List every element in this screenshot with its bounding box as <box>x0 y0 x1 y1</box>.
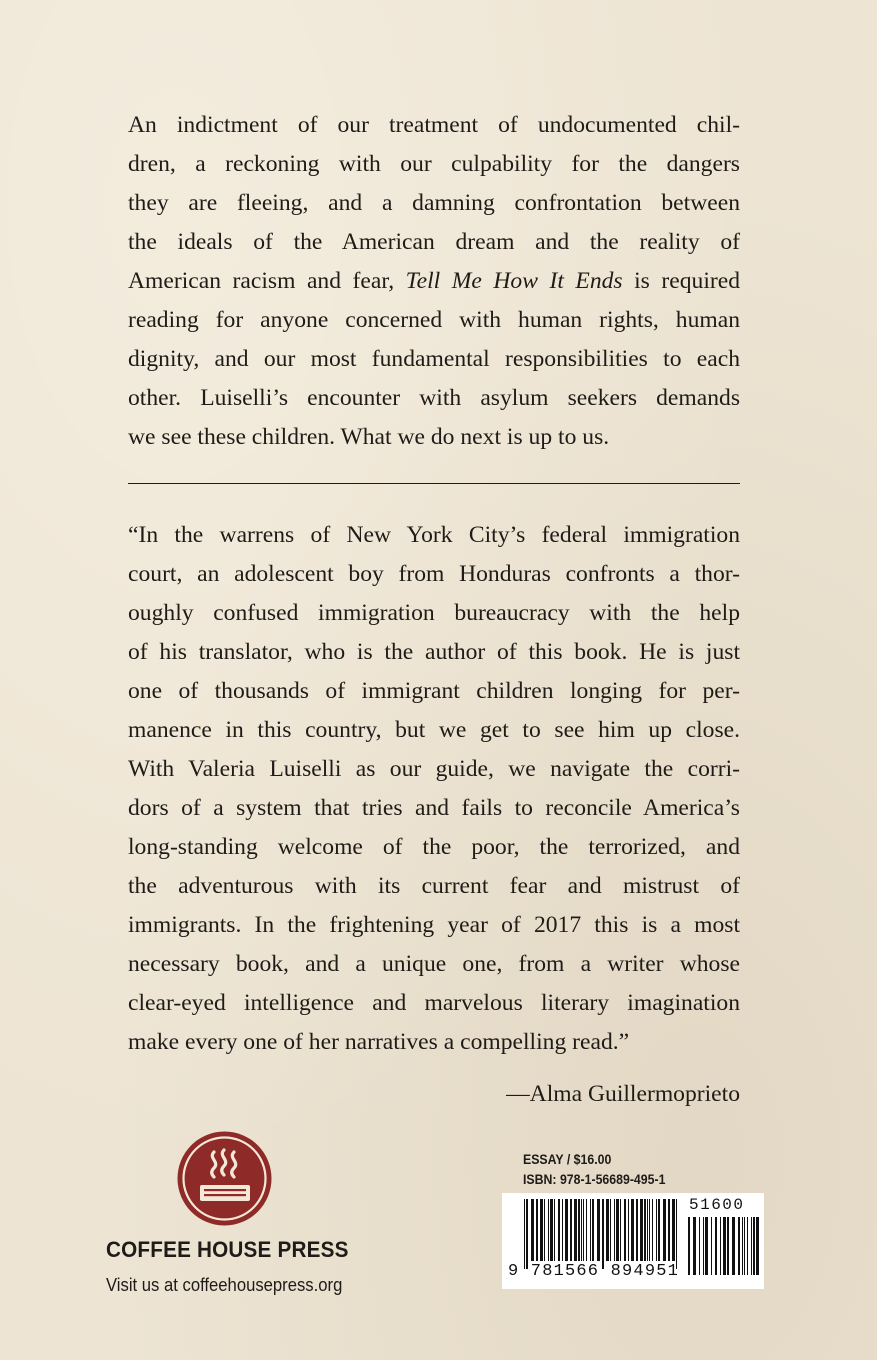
quote-line: one of thousands of immigrant children longing for per- <box>128 678 740 704</box>
barcode-bar <box>526 1199 528 1269</box>
blurb-line: we see these children. What we do next is up to us. <box>128 424 610 450</box>
review-quote <box>128 516 740 1062</box>
barcode-bar <box>602 1199 604 1269</box>
quote-line: make every one of her narratives a compelling read.” <box>128 1029 630 1055</box>
blurb-line <box>128 262 740 301</box>
barcode-bar <box>524 1199 525 1269</box>
quote-line: clear-eyed intelligence and marvelous literary imagination <box>128 990 740 1016</box>
barcode-bar <box>652 1199 653 1261</box>
barcode-bar <box>616 1199 619 1261</box>
isbn-number: ISBN: 978-1-56689-495-1 <box>523 1171 666 1187</box>
barcode-bar <box>562 1199 563 1261</box>
barcode-bar <box>636 1199 638 1261</box>
barcode-bar <box>720 1217 721 1275</box>
quote-line: oughly confused immigration bureaucracy with the help <box>128 600 740 626</box>
barcode-bar <box>610 1199 611 1261</box>
coffee-cup-steam-icon <box>176 1130 273 1227</box>
barcode-bar <box>744 1217 745 1275</box>
barcode-bar <box>583 1199 584 1261</box>
category-price: ESSAY / $16.00 <box>523 1151 612 1167</box>
barcode-bar <box>574 1199 577 1261</box>
barcode-bar <box>586 1199 587 1261</box>
blurb-line: they are fleeing, and a damning confrontation between <box>128 190 740 216</box>
barcode-bar <box>631 1199 634 1261</box>
blurb-line: dren, a reckoning with our culpability for the dangers <box>128 151 740 177</box>
quote-line: “In the warrens of New York City’s federal immigration <box>128 522 740 548</box>
barcode-bar <box>753 1217 755 1275</box>
barcode-bar <box>548 1199 549 1261</box>
publisher-website: Visit us at coffeehousepress.org <box>106 1274 343 1295</box>
section-divider <box>128 483 740 484</box>
barcode-bar <box>606 1199 609 1261</box>
barcode-bar <box>715 1217 717 1275</box>
quote-line: long-standing welcome of the poor, the terrorized, and <box>128 834 740 860</box>
barcode-bar <box>711 1217 712 1275</box>
blurb-line: reading for anyone concerned with human rights, human <box>128 307 740 333</box>
quote-line: the adventurous with its current fear and mistrust of <box>128 873 740 899</box>
barcode-ean-number: 9 781566 894951 <box>508 1262 680 1281</box>
barcode-bar <box>751 1217 752 1275</box>
barcode-bar <box>742 1217 743 1275</box>
barcode-bar <box>550 1199 553 1261</box>
blurb-line-text: is required <box>622 268 740 294</box>
barcode-bar <box>640 1199 643 1261</box>
barcode-bar <box>693 1217 696 1275</box>
barcode-bar <box>558 1199 560 1261</box>
barcode-bar <box>676 1199 677 1269</box>
blurb-line: dignity, and our most fundamental responsibilities to each <box>128 346 740 372</box>
barcode-bar <box>672 1199 675 1261</box>
barcode-bar <box>554 1199 555 1261</box>
blurb-line: An indictment of our treatment of undocumented chil- <box>128 112 740 138</box>
barcode-bar <box>656 1199 657 1261</box>
barcode-bar <box>688 1217 690 1275</box>
barcode-bar <box>565 1199 568 1261</box>
barcode-bar <box>699 1217 700 1275</box>
barcode-bar <box>649 1199 650 1261</box>
blurb-line: other. Luiselli’s encounter with asylum seekers demands <box>128 385 740 411</box>
barcode-bar <box>544 1199 545 1261</box>
quote-line: court, an adolescent boy from Honduras confronts a thor- <box>128 561 740 587</box>
barcode-bar <box>624 1199 626 1261</box>
barcode-bar <box>732 1217 735 1275</box>
quote-line: of his translator, who is the author of this book. He is just <box>128 639 740 665</box>
barcode-bar <box>536 1199 538 1261</box>
barcode-bar <box>668 1199 670 1261</box>
quote-line: immigrants. In the frightening year of 2017 this is a most <box>128 912 740 938</box>
barcode-bar <box>531 1199 534 1261</box>
barcode-bar <box>738 1217 740 1275</box>
barcode-bar <box>597 1199 600 1261</box>
quote-attribution: —Alma Guillermoprieto <box>506 1081 740 1107</box>
jacket-blurb <box>128 106 740 457</box>
barcode-bar <box>756 1217 759 1275</box>
blurb-line: the ideals of the American dream and the reality of <box>128 229 740 255</box>
barcode-bar <box>570 1199 572 1261</box>
quote-line: With Valeria Luiselli as our guide, we navigate the corri- <box>128 756 740 782</box>
barcode-bar <box>727 1217 729 1275</box>
book-title: Tell Me How It Ends <box>405 268 623 294</box>
barcode-bar <box>614 1199 615 1261</box>
barcode-bar <box>703 1217 704 1275</box>
barcode-bar <box>705 1217 708 1275</box>
barcode-bar <box>620 1199 621 1261</box>
barcode-bar <box>647 1199 648 1261</box>
barcode-bar <box>590 1199 591 1261</box>
quote-line: necessary book, and a unique one, from a writer whose <box>128 951 740 977</box>
isbn-barcode <box>502 1193 764 1289</box>
quote-line: manence in this country, but we get to see him up close. <box>128 717 740 743</box>
barcode-addon-number: 51600 <box>689 1196 745 1214</box>
barcode-bar <box>581 1199 582 1261</box>
barcode-bar <box>663 1199 666 1261</box>
barcode-bar <box>578 1199 580 1261</box>
publisher-name: COFFEE HOUSE PRESS <box>106 1237 349 1262</box>
barcode-bar <box>540 1199 543 1261</box>
barcode-bar <box>658 1199 660 1261</box>
barcode-bar <box>628 1199 629 1261</box>
blurb-line-text: American racism and fear, <box>128 268 406 294</box>
barcode-bar <box>747 1217 748 1275</box>
barcode-bar <box>592 1199 594 1261</box>
quote-line: dors of a system that tries and fails to reconcile America’s <box>128 795 740 821</box>
barcode-bar <box>644 1199 646 1261</box>
barcode-bar <box>723 1217 726 1275</box>
